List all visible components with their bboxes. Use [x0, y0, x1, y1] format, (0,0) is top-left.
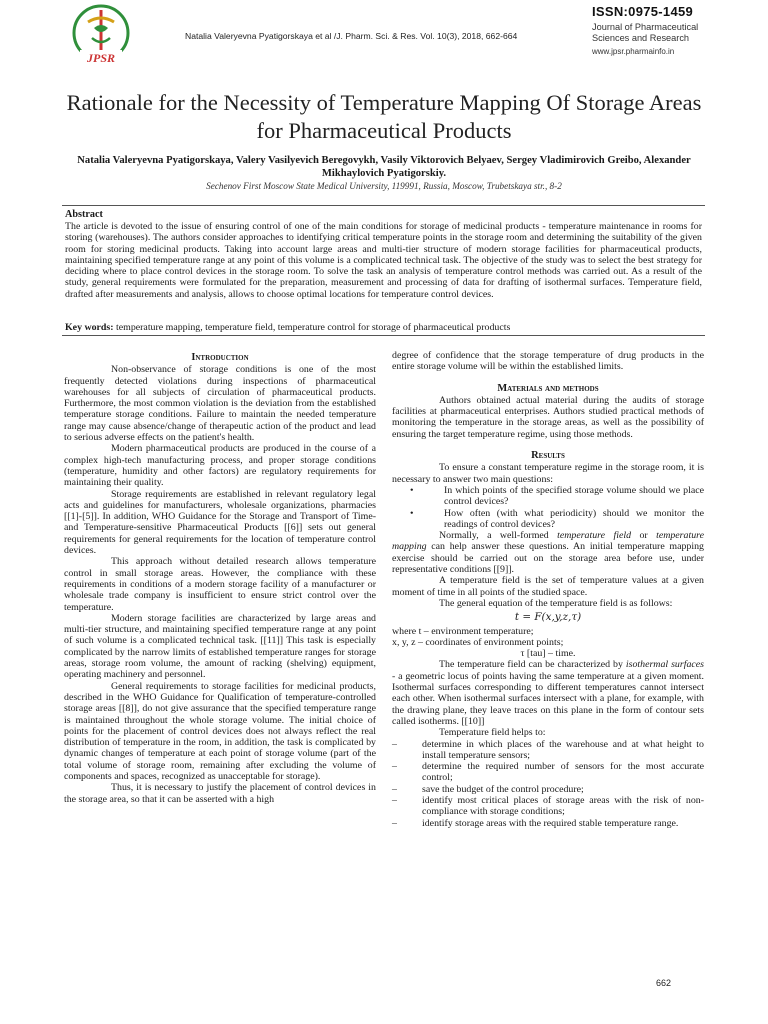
paragraph: Thus, it is necessary to justify the placement of control devices in the storage area, so that it can be asserted with a high — [64, 782, 376, 805]
paragraph: This approach without detailed research allows temperature control in small storage areas. However, the compliance with these requirements in conditions of a modern storage facility of a manufacturer or wholesale trade company is insufficient to ensure strict control over the temperature. — [64, 556, 376, 613]
issn-label: ISSN:0975-1459 — [592, 4, 694, 19]
paragraph: General requirements to storage facilities for medicinal products, described in the WHO Guidance for Qualification of temperature-controlled storage areas [[8]], do not give assurance that the specified temperature range is maintained throughout the whole storage volume. The initial choice of points for the placement of control devices does not always reflect the real distribution of temperature in the room, in addition, the task is complicated by dynamic changes of temperature at each point of storage volume (part of the total volume of storage room, remaining after excluding the volume of components and spaces, recognized as unacceptable for storage). — [64, 680, 376, 782]
paragraph: The temperature field can be characterized by isothermal surfaces - a geometric locus of points having the same temperature at a given moment. Isothermal surfaces corresponding to different temperatures cannot intersect each other. When isothermal surfaces intersect with a plane, for example, with the drawing plane, they leave traces on this plane in the form of contour sets called isotherms. [[10]] — [392, 659, 704, 727]
dash-item: – determine the required number of sensors for the most accurate control; — [392, 761, 704, 784]
bullet-item: • How often (with what periodicity) should we monitor the readings of control devices? — [410, 507, 704, 530]
paragraph: degree of confidence that the storage temperature of drug products in the entire storage volume will be within the established limits. — [392, 350, 704, 373]
abstract-text: The article is devoted to the issue of ensuring control of one of the main conditions for storage of medicinal products - temperature maintenance in rooms for storing (warehouses). The authors consider approaches to identifying critical temperature points in the storage room and determining the suitability of the given room for storing medicinal products. Taking into account large areas and multi-tier structure of modern storage facilities for pharmaceutical products, maintaining specified temperature range at any point of this volume is a complicated technical task. The objective of the study was to select the best strategy for deciding where to place control devices in the storage room. To solve the task an analysis of temperature control methods was carried out. As a result of the study, general requirements were formulated for the preparation, measurement and processing of data for drafting of isothermal surfaces. Temperature field, drafted after measurements and analysis, allows to choose optimal locations for temperature control devices. — [65, 221, 702, 300]
author-list: Natalia Valeryevna Pyatigorskaya, Valery Vasilyevich Beregovykh, Vasily Viktorovich Belyaev, Sergey Vladimirovich Greibo, Alexander Mikhaylovich Pyatigorskiy. — [77, 155, 691, 179]
paragraph: A temperature field is the set of temperature values at a given moment of time in all points of the studied space. — [392, 575, 704, 598]
paragraph: Temperature field helps to: — [439, 727, 546, 739]
bullet-item: • In which points of the specified storage volume should we place control devices? — [410, 484, 704, 508]
paragraph: Non-observance of storage conditions is one of the most frequently detected violations during inspections of pharmaceutical warehouses for all subjects of circulation of pharmaceutical products. Furthermore, the most common violation is the deviation from the established temperature storage conditions. Failure to maintain the needed temperature range may cause absence/change of therapeutic action of the product and lead to serious adverse effects on the patient's health. — [64, 364, 376, 444]
journal-masthead — [592, 4, 712, 56]
dash-item: – identify most critical places of storage areas with the risk of non-compliance with storage conditions; — [392, 794, 704, 818]
paragraph: The general equation of the temperature field is as follows: — [439, 597, 673, 609]
journal-url[interactable]: www.jpsr.pharmainfo.in — [592, 47, 675, 56]
left-column — [64, 352, 376, 805]
journal-logo — [68, 2, 134, 68]
page-number: 662 — [656, 978, 672, 988]
header-citation: Natalia Valeryevna Pyatigorskaya et al /J. Pharm. Sci. & Res. Vol. 10(3), 2018, 662-664 — [185, 31, 518, 41]
equation-variable-tau: τ [tau] – time. — [520, 648, 576, 660]
paragraph: Modern pharmaceutical products are produced in the course of a complex high-tech manufacturing process, and proper storage conditions (temperature, humidity and other factors) are regulatory requirements for maintaining their quality. — [64, 443, 376, 489]
paragraph: Authors obtained actual material during the audits of storage facilities at pharmaceutical enterprises. Authors studied practical methods of monitoring the temperature in the storage areas, as well as the possibility of ensuring the target temperature regime, using those methods. — [392, 394, 704, 440]
keywords-label: Key words: — [65, 322, 114, 333]
paragraph: Storage requirements are established in relevant regulatory legal acts and guidelines for manufacturers, wholesale organizations, pharmacies [[1]-[5]]. In addition, WHO Guidance for the Storage and Transport of Time- and Temperature-sensitive Pharmaceutical Products [[6]] sets out general requirements for general requirements for the location of temperature control devices. — [64, 488, 376, 557]
affiliation: Sechenov First Moscow State Medical University, 119991, Russia, Moscow, Trubetskaya str., 8-2 — [206, 181, 562, 191]
right-column — [392, 350, 704, 829]
paper-title: Rationale for the Necessity of Temperature Mapping Of Storage Areas for Pharmaceutical Products — [66, 90, 702, 143]
section-heading-methods: Materials and methods — [497, 382, 599, 394]
bullet-icon: • — [410, 484, 414, 496]
section-heading-introduction: Introduction — [191, 352, 249, 363]
temperature-field-equation: t = F(x,y,z,τ) — [514, 611, 582, 624]
paragraph: Modern storage facilities are characterized by large areas and multi-tier structure, and maintaining specified temperature range at any point of such volume is a complicated technical task. [[11]] This task is especially complicated by the narrow limits of established temperature ranges for storage areas, storage room volume, the amount of racking (shelving) equipment, operating machinery and personnel. — [64, 612, 376, 681]
paragraph: To ensure a constant temperature regime in the storage room, it is necessary to answer two main questions: — [392, 462, 704, 485]
equation-variable-xyz: x, y, z – coordinates of environment points; — [392, 636, 564, 648]
keywords — [65, 322, 702, 333]
equation-variable-t: where t – environment temperature; — [392, 625, 534, 637]
bullet-icon: • — [410, 507, 414, 519]
svg-text:JPSR: JPSR — [86, 51, 116, 65]
dash-item: – save the budget of the control procedure; — [392, 783, 584, 795]
paragraph: Normally, a well-formed temperature field or temperature mapping can help answer these questions. An initial temperature mapping exercise should be carried out on the storage area before use, under representative conditions [[9]]. — [392, 530, 704, 576]
keywords-text: temperature mapping, temperature field, temperature control for storage of pharmaceutical products — [116, 322, 511, 333]
dash-item: – identify storage areas with the required stable temperature range. — [392, 817, 679, 829]
dash-item: – determine in which places of the warehouse and at what height to install temperature sensors; — [392, 738, 704, 761]
journal-name: Journal of Pharmaceutical Sciences and Research — [592, 22, 699, 43]
abstract-heading: Abstract — [65, 209, 103, 220]
section-heading-results: Results — [531, 450, 565, 462]
